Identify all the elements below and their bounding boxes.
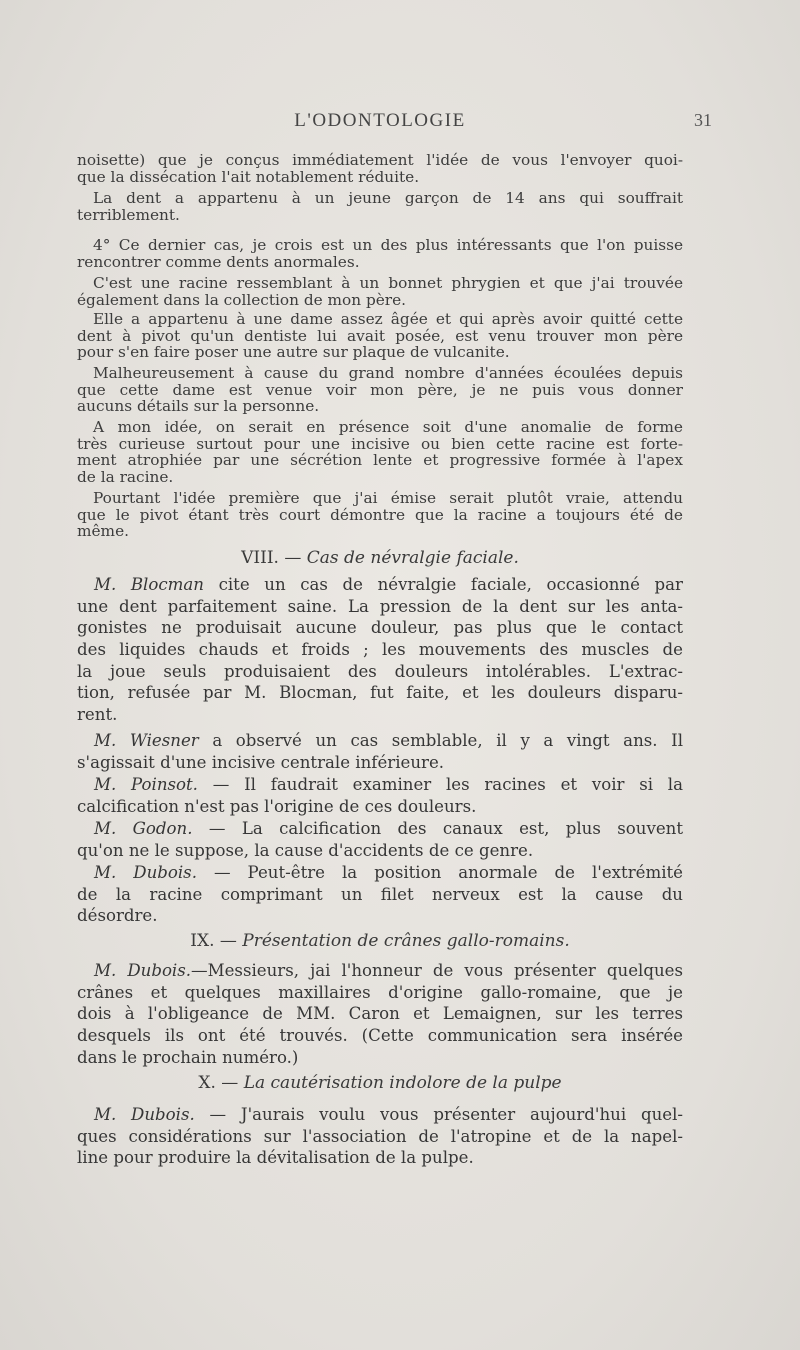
text-line: également dans la collection de mon père. xyxy=(77,290,407,309)
text-line: même. xyxy=(77,522,129,541)
paragraph xyxy=(77,1104,683,1169)
speaker-name: M. Dubois. xyxy=(94,961,192,980)
text-line xyxy=(77,730,683,752)
paragraph xyxy=(77,574,683,726)
paragraph xyxy=(77,419,683,485)
text-line: la joue seuls produisaient des douleurs intolérables. L'extrac- xyxy=(77,661,683,681)
text-line xyxy=(77,774,683,796)
speaker-text: — Il faudrait examiner les racines et voir si la xyxy=(197,775,684,794)
section-number: VIII. xyxy=(241,548,279,568)
section-heading xyxy=(77,930,683,952)
paragraph xyxy=(77,152,683,185)
text-line xyxy=(77,862,683,884)
text-line xyxy=(77,818,683,840)
text-line: s'agissait d'une incisive centrale inférieure. xyxy=(77,752,445,772)
text-line xyxy=(77,1104,683,1126)
section-number: IX. xyxy=(190,931,215,951)
section-heading xyxy=(77,547,683,569)
text-line: terriblement. xyxy=(77,205,180,224)
section-dash: — xyxy=(219,931,237,951)
text-line: rencontrer comme dents anormales. xyxy=(77,252,360,271)
text-line: ment atrophiée par une sécrétion lente et progressive formée à l'apex xyxy=(77,451,683,470)
text-line: Malheureusement à cause du grand nombre d'années écoulées depuis xyxy=(93,364,683,382)
paragraph xyxy=(77,275,683,308)
paragraph xyxy=(77,311,683,361)
text-line: rent. xyxy=(77,705,118,725)
text-line: très curieuse surtout pour une incisive ou bien cette racine est forte- xyxy=(77,434,683,453)
text-line: Pourtant l'idée première que j'ai émise serait plutôt vraie, attendu xyxy=(93,489,683,507)
text-line: A mon idée, on serait en présence soit d'une anomalie de forme xyxy=(93,418,683,436)
text-line: des liquides chauds et froids ; les mouvements des muscles de xyxy=(77,640,683,660)
section-title: Cas de névralgie faciale. xyxy=(306,548,519,568)
text-line: tion, refusée par M. Blocman, fut faite, et les douleurs disparu- xyxy=(77,683,683,703)
section-number: X. xyxy=(198,1073,216,1093)
paragraph xyxy=(77,190,683,223)
section-dash: — xyxy=(284,548,302,568)
text-line: que le pivot étant très court démontre que la racine a toujours été de xyxy=(77,505,683,524)
text-line: de la racine. xyxy=(77,467,174,486)
text-line xyxy=(77,960,683,982)
text-line: de la racine comprimant un filet nerveux est la cause du xyxy=(77,884,683,904)
speaker-name: M. Dubois. xyxy=(94,1105,195,1124)
paragraph xyxy=(77,774,683,817)
speaker-name: M. Blocman xyxy=(94,575,204,594)
text-line: désordre. xyxy=(77,906,158,926)
text-line: gonistes ne produisait aucune douleur, pas plus que le contact xyxy=(77,618,683,638)
speaker-text: a observé un cas semblable, il y a vingt ans. Il xyxy=(198,731,683,750)
paragraph xyxy=(77,730,683,773)
speaker-text: —Messieurs, jai l'honneur de vous présenter quelques xyxy=(191,961,683,980)
speaker-text: — La calcification des canaux est, plus souvent xyxy=(192,819,683,838)
text-line xyxy=(77,574,683,596)
text-line: dent à pivot qu'un dentiste lui avait posée, est venu trouver mon père xyxy=(77,326,683,345)
paragraph xyxy=(77,237,683,270)
speaker-name: M. Godon. xyxy=(94,819,193,838)
text-line: noisette) que je conçus immédiatement l'idée de vous l'envoyer quoi- xyxy=(77,151,683,169)
text-line: 4° Ce dernier cas, je crois est un des plus intéressants que l'on puisse xyxy=(93,236,683,254)
text-line: line pour produire la dévitalisation de la pulpe. xyxy=(77,1148,474,1168)
text-line: ques considérations sur l'association de l'atropine et de la napel- xyxy=(77,1126,683,1146)
text-line: que cette dame est venue voir mon père, je ne puis vous donner xyxy=(77,380,683,399)
speaker-name: M. Wiesner xyxy=(94,731,199,750)
text-line: dans le prochain numéro.) xyxy=(77,1047,299,1067)
running-head xyxy=(0,110,800,140)
paragraph xyxy=(77,365,683,415)
journal-name: L'ODONTOLOGIE xyxy=(294,110,466,131)
section-title: La cautérisation indolore de la pulpe xyxy=(243,1073,562,1093)
text-line: aucuns détails sur la personne. xyxy=(77,397,320,416)
text-line: que la dissécation l'ait notablement réduite. xyxy=(77,167,420,186)
speaker-name: M. Poinsot. xyxy=(94,775,198,794)
paragraph xyxy=(77,862,683,927)
text-line: Elle a appartenu à une dame assez âgée et qui après avoir quitté cette xyxy=(93,310,683,328)
text-line: crânes et quelques maxillaires d'origine gallo-romaine, que je xyxy=(77,982,683,1002)
text-line: La dent a appartenu à un jeune garçon de 14 ans qui souffrait xyxy=(93,189,683,207)
text-line: pour s'en faire poser une autre sur plaque de vulcanite. xyxy=(77,343,510,362)
section-dash: — xyxy=(221,1073,239,1093)
page-number: 31 xyxy=(694,110,712,130)
text-line: desquels ils ont été trouvés. (Cette communication sera insérée xyxy=(77,1026,683,1046)
text-line: qu'on ne le suppose, la cause d'accidents de ce genre. xyxy=(77,840,534,860)
paragraph xyxy=(77,490,683,540)
speaker-text: cite un cas de névralgie faciale, occasionné par xyxy=(203,575,683,594)
section-title: Présentation de crânes gallo-romains. xyxy=(242,931,570,951)
section-heading xyxy=(77,1072,683,1094)
text-line: C'est une racine ressemblant à un bonnet phrygien et que j'ai trouvée xyxy=(93,274,683,292)
text-line: une dent parfaitement saine. La pression de la dent sur les anta- xyxy=(77,596,683,616)
speaker-name: M. Dubois. xyxy=(94,863,197,882)
speaker-text: — J'aurais voulu vous présenter aujourd'hui quel- xyxy=(194,1105,683,1124)
paragraph xyxy=(77,960,683,1068)
speaker-text: — Peut-être la position anormale de l'extrémité xyxy=(196,863,683,882)
text-line: dois à l'obligeance de MM. Caron et Lemaignen, sur les terres xyxy=(77,1004,683,1024)
paragraph xyxy=(77,818,683,861)
text-line: calcification n'est pas l'origine de ces douleurs. xyxy=(77,796,477,816)
